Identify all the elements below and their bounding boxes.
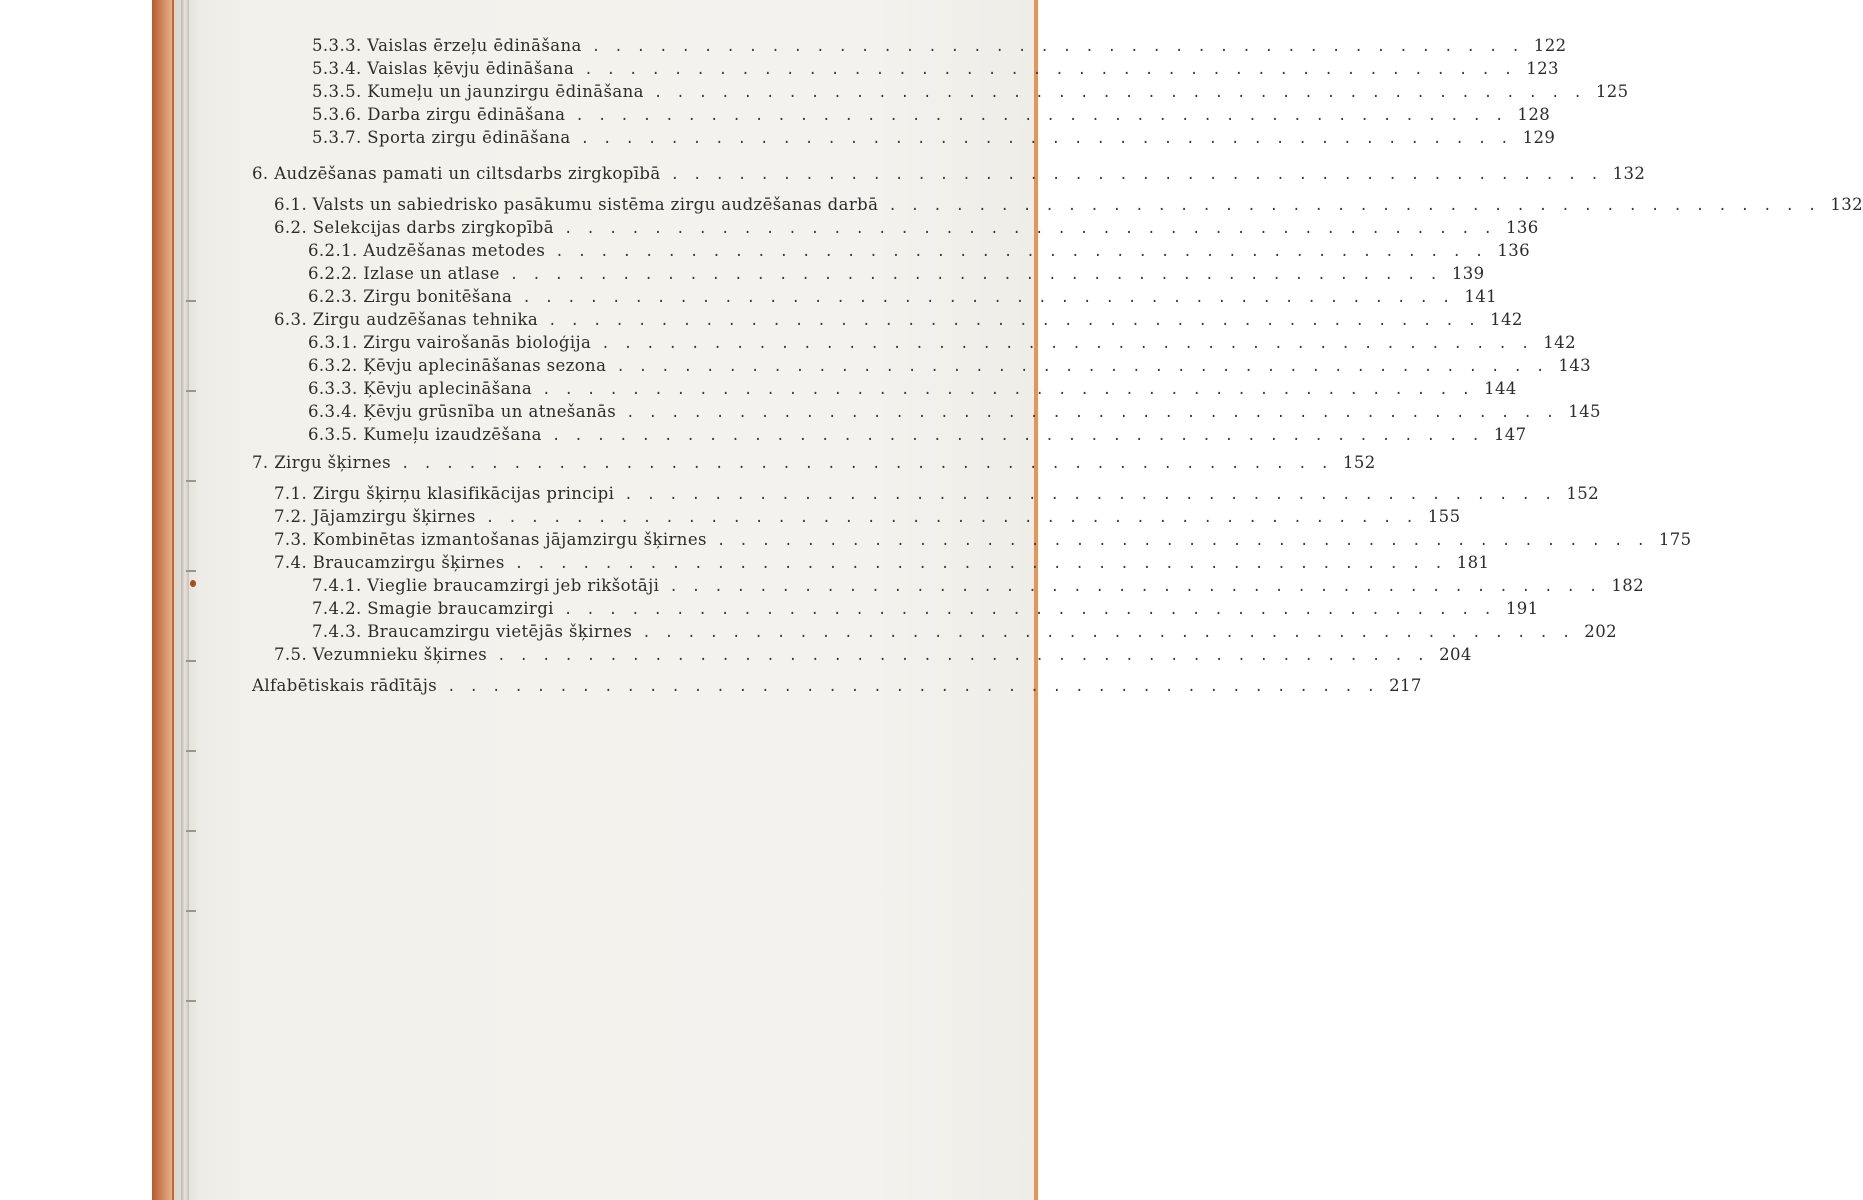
toc-entry-page: 132 [1830, 195, 1863, 214]
toc-entry [252, 195, 1863, 217]
toc-entry-page: 191 [1505, 599, 1539, 618]
toc-entry [252, 105, 1551, 127]
toc-entry-title: 6. Audzēšanas pamati un ciltsdarbs zirgkopībā [252, 164, 661, 183]
toc-entry-title: 7.5. Vezumnieku šķirnes [274, 645, 488, 664]
toc-entry [252, 576, 1645, 598]
toc-entry-page: 147 [1493, 425, 1527, 444]
toc-entry-title: 7.4. Braucamzirgu šķirnes [274, 553, 505, 572]
binding-stitch [186, 300, 196, 302]
toc-entry-title: 6.2.3. Zirgu bonitēšana [308, 287, 513, 306]
toc-leader-dots: .......................................... [509, 267, 1452, 283]
toc-entry [252, 484, 1600, 506]
toc-entry-page: 132 [1612, 164, 1646, 183]
toc-leader-dots: .......................................... [514, 556, 1457, 572]
toc-entry [252, 553, 1490, 575]
toc-entry [252, 36, 1567, 58]
toc-entry-page: 142 [1543, 333, 1576, 352]
toc-leader-dots: .......................................... [888, 198, 1831, 214]
binding-stitch [186, 830, 196, 832]
toc-entry-title: 6.3.2. Ķēvju aplecināšanas sezona [308, 356, 607, 375]
toc-entry-title: 6.2. Selekcijas darbs zirgkopībā [274, 218, 554, 237]
toc-entry-page: 182 [1611, 576, 1645, 595]
toc-entry [252, 507, 1461, 529]
toc-entry [252, 379, 1517, 401]
toc-entry-page: 155 [1427, 507, 1461, 526]
binding-stitch [186, 480, 196, 482]
toc-entry-title: 5.3.4. Vaislas ķēvju ēdināšana [312, 59, 575, 78]
book-spine-edge [152, 0, 172, 1200]
toc-leader-dots: .......................................... [716, 533, 1659, 549]
toc-entry-page: 129 [1522, 128, 1556, 147]
toc-entry [252, 402, 1601, 424]
page-binding [181, 0, 189, 1200]
toc-entry-page: 217 [1389, 676, 1422, 695]
toc-leader-dots: .......................................... [542, 382, 1485, 398]
toc-leader-dots: .......................................... [669, 579, 1612, 595]
binding-stitch [186, 1000, 196, 1002]
toc-entry [252, 530, 1692, 552]
toc-entry [252, 645, 1472, 667]
toc-leader-dots: .......................................... [642, 625, 1585, 641]
book-page [174, 0, 1863, 1200]
toc-leader-dots: .......................................... [485, 510, 1428, 526]
toc-leader-dots: .......................................... [563, 602, 1506, 618]
toc-entry-title: 5.3.6. Darba zirgu ēdināšana [312, 105, 566, 124]
toc-leader-dots: .......................................... [584, 62, 1527, 78]
toc-entry [252, 356, 1592, 378]
toc-leader-dots: .......................................... [497, 648, 1440, 664]
toc-entry-page: 145 [1568, 402, 1601, 421]
toc-entry-page: 152 [1566, 484, 1600, 503]
toc-leader-dots: .......................................... [555, 244, 1498, 260]
toc-entry-title: 6.3.3. Ķēvju aplecināšana [308, 379, 533, 398]
toc-leader-dots: .......................................... [626, 405, 1569, 421]
toc-entry-page: 136 [1506, 218, 1539, 237]
binding-stitch [186, 660, 196, 662]
toc-entry [252, 218, 1539, 240]
binding-stitch [186, 570, 196, 572]
toc-entry [252, 164, 1646, 186]
toc-entry [252, 333, 1576, 355]
toc-entry [252, 425, 1527, 447]
toc-entry-page: 181 [1456, 553, 1490, 572]
toc-leader-dots: .......................................... [548, 313, 1491, 329]
toc-entry [252, 622, 1617, 644]
toc-entry-title: 7.4.3. Braucamzirgu vietējās šķirnes [312, 622, 633, 641]
toc-entry-title: Alfabētiskais rādītājs [252, 676, 438, 695]
toc-entry-page: 204 [1439, 645, 1472, 664]
toc-leader-dots: .......................................... [591, 39, 1534, 55]
toc-leader-dots: .......................................... [575, 108, 1518, 124]
book-cover-edge [152, 0, 1863, 1200]
toc-entry-page: 141 [1464, 287, 1498, 306]
toc-entry-title: 5.3.7. Sporta zirgu ēdināšana [312, 128, 571, 147]
toc-entry [252, 82, 1629, 104]
toc-entry-page: 144 [1484, 379, 1517, 398]
toc-entry [252, 241, 1531, 263]
toc-entry [252, 310, 1523, 332]
toc-leader-dots: .......................................... [653, 85, 1596, 101]
toc-entry-title: 5.3.3. Vaislas ērzeļu ēdināšana [312, 36, 582, 55]
toc-entry-page: 125 [1595, 82, 1629, 101]
toc-leader-dots: .......................................... [522, 290, 1465, 306]
toc-entry-page: 202 [1584, 622, 1617, 641]
toc-entry-title: 6.3. Zirgu audzēšanas tehnika [274, 310, 539, 329]
toc-leader-dots: .......................................... [616, 359, 1559, 375]
toc-entry-title: 6.3.4. Ķēvju grūsnība un atnešanās [308, 402, 617, 421]
toc-entry [252, 676, 1422, 698]
toc-leader-dots: .......................................... [447, 679, 1390, 695]
toc-entry-page: 128 [1517, 105, 1551, 124]
toc-entry-page: 122 [1533, 36, 1567, 55]
toc-entry-page: 123 [1526, 59, 1559, 78]
toc-leader-dots: .......................................... [580, 131, 1523, 147]
toc-leader-dots: .......................................... [670, 167, 1613, 183]
toc-entry-page: 143 [1558, 356, 1592, 375]
toc-entry [252, 599, 1539, 621]
toc-entry-title: 6.3.1. Zirgu vairošanās bioloģija [308, 333, 592, 352]
toc-leader-dots: .......................................... [563, 221, 1506, 237]
binding-stitch [186, 390, 196, 392]
toc-entry-page: 139 [1451, 264, 1485, 283]
toc-entry [252, 264, 1485, 286]
toc-entry-title: 7.2. Jājamzirgu šķirnes [274, 507, 476, 526]
binding-stitch [186, 750, 196, 752]
toc-entry-page: 142 [1490, 310, 1523, 329]
toc-leader-dots: .......................................... [551, 428, 1494, 444]
toc-entry [252, 287, 1498, 309]
toc-entry-title: 7.1. Zirgu šķirņu klasifikācijas principi [274, 484, 615, 503]
toc-entry-title: 6.2.1. Audzēšanas metodes [308, 241, 546, 260]
toc-entry-title: 5.3.5. Kumeļu un jaunzirgu ēdināšana [312, 82, 644, 101]
toc-entry-title: 7.4.1. Vieglie braucamzirgi jeb rikšotāji [312, 576, 660, 595]
toc-entry [252, 453, 1376, 475]
toc-leader-dots: .......................................... [601, 336, 1544, 352]
toc-entry-title: 6.1. Valsts un sabiedrisko pasākumu sistēma zirgu audzēšanas darbā [274, 195, 879, 214]
toc-entry [252, 128, 1556, 150]
toc-entry-page: 152 [1342, 453, 1376, 472]
binding-stitch [186, 910, 196, 912]
page-stain [190, 580, 196, 587]
toc-entry-title: 7.4.2. Smagie braucamzirgi [312, 599, 554, 618]
toc-entry-page: 136 [1497, 241, 1531, 260]
toc-entry-page: 175 [1658, 530, 1692, 549]
toc-leader-dots: .......................................... [400, 456, 1343, 472]
toc-leader-dots: .......................................... [624, 487, 1567, 503]
toc-entry-title: 7. Zirgu šķirnes [252, 453, 391, 472]
toc-entry-title: 6.3.5. Kumeļu izaudzēšana [308, 425, 542, 444]
toc-entry [252, 59, 1559, 81]
toc-entry-title: 7.3. Kombinētas izmantošanas jājamzirgu šķirnes [274, 530, 707, 549]
toc-entry-title: 6.2.2. Izlase un atlase [308, 264, 500, 283]
